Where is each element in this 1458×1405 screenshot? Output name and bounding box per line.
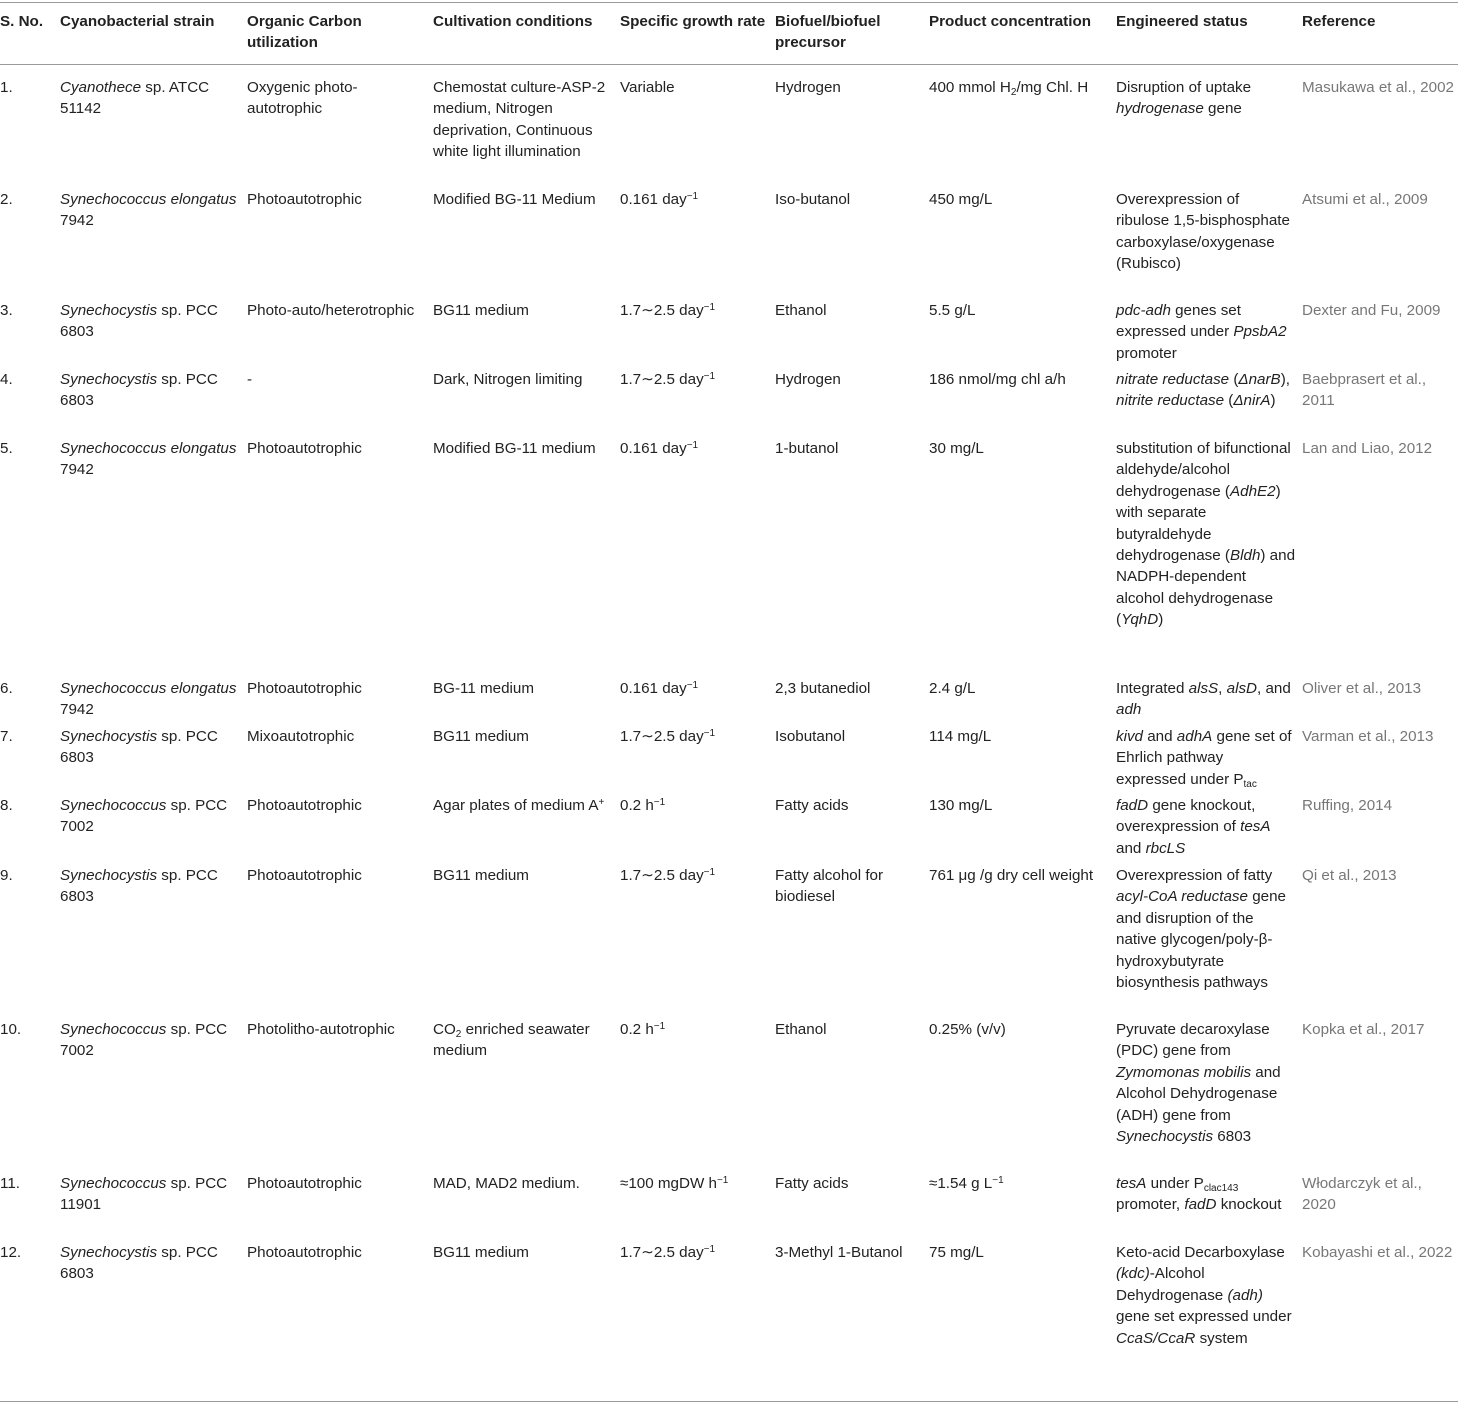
header-engineered-status: Engineered status [1116,13,1248,30]
cell-no: 5. [0,440,13,457]
cell-no: 1. [0,79,13,96]
cell-reference: Baebprasert et al., 2011 [1302,371,1427,410]
cell-strain: Synechococcus elongatus 7942 [60,440,237,479]
cell-growth-rate: 1.7∼2.5 day$^{-1}$ [620,867,716,884]
cell-product-concentration: 130 mg/L [929,797,993,814]
cell-carbon-utilization: Mixoautotrophic [247,728,355,745]
cell-reference: Kopka et al., 2017 [1302,1021,1425,1038]
cell-biofuel: Hydrogen [775,79,841,96]
cell-biofuel: Fatty acids [775,1175,849,1192]
cell-engineered-status: Keto-acid Decarboxylase (kdc)-Alcohol Dehydrogenase (adh) gene set expressed under CcaS/CcaR system [1116,1244,1292,1347]
cell-growth-rate: ≈100 mgDW $h^{-1}$ [620,1175,729,1192]
cell-product-concentration: 400 mmol $H_2/mg$ Chl. H [929,79,1089,98]
cell-no: 10. [0,1021,22,1038]
cell-carbon-utilization: Photoautotrophic [247,1244,362,1261]
cell-product-concentration: 30 mg/L [929,440,984,457]
cell-reference: Varman et al., 2013 [1302,728,1434,745]
cell-cultivation-conditions: Agar plates of medium A+ [433,797,605,814]
table-header-rule [0,64,1458,65]
cell-strain: Synechococcus sp. PCC 7002 [60,797,228,836]
cell-product-concentration: 186 nmol/mg chl a/h [929,371,1066,388]
cell-cultivation-conditions: Modified BG-11 Medium [433,191,596,208]
cell-reference: Lan and Liao, 2012 [1302,440,1433,457]
cell-growth-rate: 1.7∼2.5 day$^{-1}$ [620,302,716,319]
header-no: S. No. [0,13,44,30]
header-reference: Reference [1302,13,1376,30]
cell-reference: Kobayashi et al., 2022 [1302,1244,1453,1261]
cell-cultivation-conditions: $CO_2$ enriched seawater medium [433,1021,590,1060]
cell-growth-rate: 0.161 day$^{-1}$ [620,680,699,697]
cell-product-concentration: ≈1.54 g $L^{-1}$ [929,1175,1004,1192]
cell-engineered-status: Overexpression of ribulose 1,5-bisphosphate carboxylase/oxygenase (Rubisco) [1116,191,1290,273]
cell-product-concentration: 114 mg/L [929,728,992,745]
cell-reference: Włodarczyk et al., 2020 [1302,1175,1422,1214]
cell-strain: Synechococcus sp. PCC 11901 [60,1175,228,1214]
cell-carbon-utilization: Oxygenic photo-autotrophic [247,79,358,118]
cell-engineered-status: pdc-adh genes set expressed under PpsbA2 promoter [1116,302,1287,362]
cell-engineered-status: fadD gene knockout, overexpression of tesA and rbcLS [1116,797,1271,857]
cell-engineered-status: Pyruvate decaroxylase (PDC) gene from Zymomonas mobilis and Alcohol Dehydrogenase (ADH) gene from Synechocystis 6803 [1116,1021,1281,1146]
header-growth-rate: Specific growth rate [620,13,766,30]
cell-growth-rate: 1.7∼2.5 day$^{-1}$ [620,728,716,745]
cell-strain: Synechococcus elongatus 7942 [60,680,237,719]
cell-cultivation-conditions: MAD, MAD2 medium. [433,1175,580,1192]
cell-cultivation-conditions: BG11 medium [433,867,529,884]
cell-product-concentration: 75 mg/L [929,1244,984,1261]
cell-no: 11. [0,1175,20,1192]
cell-cultivation-conditions: Chemostat culture-ASP-2 medium, Nitrogen deprivation, Continuous white light illumination [433,79,606,161]
cell-product-concentration: 0.25% (v/v) [929,1021,1006,1038]
cell-reference: Qi et al., 2013 [1302,867,1397,884]
cell-product-concentration: 5.5 g/L [929,302,976,319]
cell-reference: Masukawa et al., 2002 [1302,79,1454,96]
cell-no: 3. [0,302,13,319]
cell-growth-rate: 0.161 day$^{-1}$ [620,191,699,208]
cell-engineered-status: kivd and adhA gene set of Ehrlich pathway expressed under $P_{tac}$ [1116,728,1292,790]
cell-cultivation-conditions: BG11 medium [433,728,529,745]
cell-growth-rate: 0.161 day$^{-1}$ [620,440,699,457]
cell-biofuel: 3-Methyl 1-Butanol [775,1244,903,1261]
header-strain: Cyanobacterial strain [60,13,215,30]
header-cultivation-conditions: Cultivation conditions [433,13,593,30]
cell-carbon-utilization: Photoautotrophic [247,680,362,697]
cell-strain: Synechococcus elongatus 7942 [60,191,237,230]
cell-biofuel: Ethanol [775,302,827,319]
cell-growth-rate: 0.2 $h^{-1}$ [620,1021,666,1038]
cell-product-concentration: 450 mg/L [929,191,993,208]
cell-no: 12. [0,1244,22,1261]
header-product-concentration: Product concentration [929,13,1092,30]
cell-carbon-utilization: Photoautotrophic [247,1175,362,1192]
cell-carbon-utilization: Photo-auto/heterotrophic [247,302,415,319]
cell-engineered-status: tesA under $P_{clac143}$ promoter, fadD knockout [1116,1175,1282,1214]
cell-carbon-utilization: Photoautotrophic [247,867,362,884]
cell-product-concentration: 2.4 g/L [929,680,976,697]
cell-engineered-status: nitrate reductase (ΔnarB), nitrite reductase (ΔnirA) [1116,371,1290,410]
cell-no: 9. [0,867,13,884]
cell-cultivation-conditions: BG-11 medium [433,680,535,697]
cell-carbon-utilization: Photoautotrophic [247,797,362,814]
cell-biofuel: Hydrogen [775,371,841,388]
cell-carbon-utilization: Photoautotrophic [247,440,362,457]
header-biofuel: Biofuel/biofuel precursor [775,13,881,52]
cell-no: 6. [0,680,13,697]
cell-no: 4. [0,371,13,388]
cell-carbon-utilization: - [247,371,253,388]
cell-engineered-status: substitution of bifunctional aldehyde/alcohol dehydrogenase (AdhE2) with separate butyraldehyde dehydrogenase (Bldh) and NADPH-dependent alcohol dehydrogenase (YqhD) [1116,440,1296,629]
cell-reference: Atsumi et al., 2009 [1302,191,1428,208]
cell-strain: Synechococcus sp. PCC 7002 [60,1021,228,1060]
cell-growth-rate: 1.7∼2.5 day$^{-1}$ [620,371,716,388]
cell-no: 8. [0,797,13,814]
table-top-rule [0,2,1458,3]
cell-strain: Cyanothece sp. ATCC 51142 [60,79,210,118]
cell-biofuel: Iso-butanol [775,191,851,208]
cell-growth-rate: Variable [620,79,675,96]
cell-cultivation-conditions: BG11 medium [433,1244,529,1261]
cell-growth-rate: 1.7∼2.5 day$^{-1}$ [620,1244,716,1261]
cell-growth-rate: 0.2 $h^{-1}$ [620,797,666,814]
cell-biofuel: Isobutanol [775,728,846,745]
cell-strain: Synechocystis sp. PCC 6803 [60,1244,218,1283]
cell-cultivation-conditions: Modified BG-11 medium [433,440,596,457]
cell-strain: Synechocystis sp. PCC 6803 [60,302,218,341]
cell-strain: Synechocystis sp. PCC 6803 [60,867,218,906]
cell-biofuel: 1-butanol [775,440,839,457]
cell-strain: Synechocystis sp. PCC 6803 [60,728,218,767]
header-carbon-utilization: Organic Carbon utilization [247,13,362,52]
cell-biofuel: 2,3 butanediol [775,680,871,697]
cell-no: 2. [0,191,13,208]
cell-biofuel: Ethanol [775,1021,827,1038]
cell-biofuel: Fatty acids [775,797,849,814]
cell-product-concentration: 761 μg /g dry cell weight [929,867,1094,884]
cell-reference: Dexter and Fu, 2009 [1302,302,1441,319]
table-bottom-rule [0,1401,1458,1402]
cell-cultivation-conditions: BG11 medium [433,302,529,319]
cell-carbon-utilization: Photoautotrophic [247,191,362,208]
cell-engineered-status: Overexpression of fatty acyl-CoA reductase gene and disruption of the native glycogen/poly-β-hydroxybutyrate biosynthesis pathways [1116,867,1286,992]
cell-engineered-status: Integrated alsS, alsD, and adh [1116,680,1291,719]
cell-reference: Oliver et al., 2013 [1302,680,1422,697]
cell-carbon-utilization: Photolitho-autotrophic [247,1021,395,1038]
cell-biofuel: Fatty alcohol for biodiesel [775,867,884,906]
cell-strain: Synechocystis sp. PCC 6803 [60,371,218,410]
cell-engineered-status: Disruption of uptake hydrogenase gene [1116,79,1252,118]
cell-no: 7. [0,728,13,745]
cell-reference: Ruffing, 2014 [1302,797,1393,814]
cell-cultivation-conditions: Dark, Nitrogen limiting [433,371,583,388]
